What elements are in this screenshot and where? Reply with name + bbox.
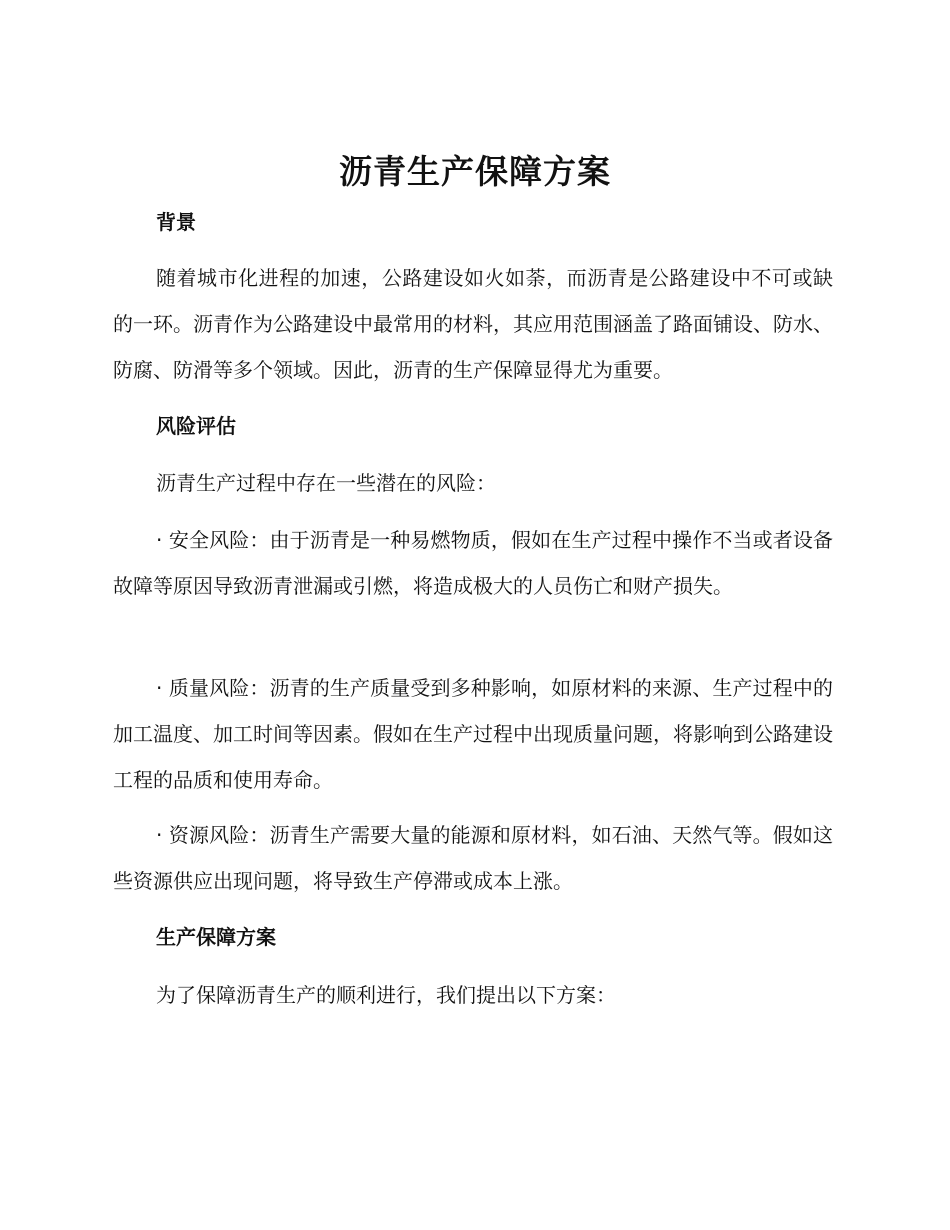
risk-item-safety: · 安全风险：由于沥青是一种易燃物质，假如在生产过程中操作不当或者设备故障等原因导致沥青泄漏或引燃，将造成极大的人员伤亡和财产损失。 bbox=[113, 528, 833, 598]
background-paragraph: 随着城市化进程的加速，公路建设如火如荼，而沥青是公路建设中不可或缺的一环。沥青作为公路建设中最常用的材料，其应用范围涵盖了路面铺设、防水、防腐、防滑等多个领域。因此，沥青的生产保障显得尤为重要。 bbox=[113, 266, 833, 382]
section-heading-background: 背景 bbox=[156, 210, 196, 234]
risk-item-resource: · 资源风险：沥青生产需要大量的能源和原材料，如石油、天然气等。假如这些资源供应出现问题，将导致生产停滞或成本上涨。 bbox=[113, 823, 833, 893]
section-heading-plan: 生产保障方案 bbox=[156, 925, 276, 949]
risk-item-quality: · 质量风险：沥青的生产质量受到多种影响，如原材料的来源、生产过程中的加工温度、加工时间等因素。假如在生产过程中出现质量问题，将影响到公路建设工程的品质和使用寿命。 bbox=[113, 676, 833, 792]
page-title: 沥青生产保障方案 bbox=[339, 152, 611, 191]
plan-intro-paragraph: 为了保障沥青生产的顺利进行，我们提出以下方案： bbox=[156, 983, 616, 1007]
section-heading-risk: 风险评估 bbox=[156, 414, 236, 438]
risk-intro-paragraph: 沥青生产过程中存在一些潜在的风险： bbox=[156, 471, 496, 495]
